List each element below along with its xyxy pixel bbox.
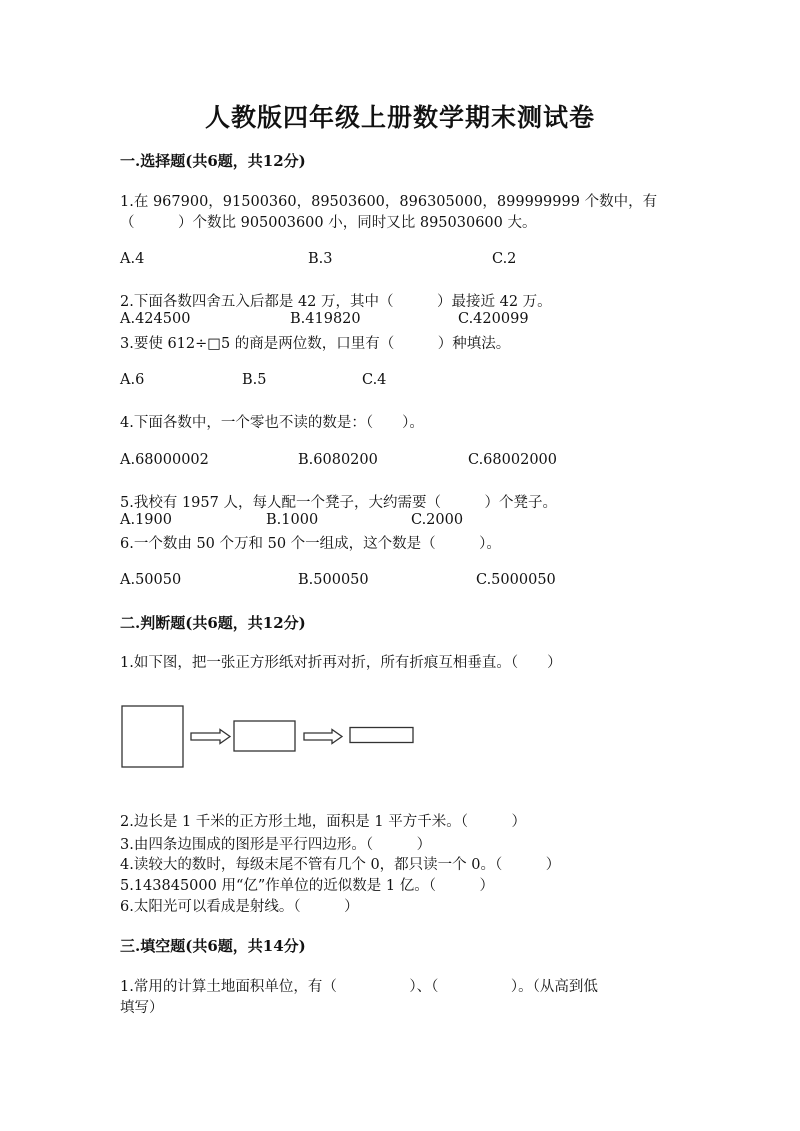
section-heading-choice: 一.选择题(共6题，共12分) <box>120 152 306 170</box>
question-2-2: 2.边长是 1 千米的正方形土地，面积是 1 平方千米。（ ） <box>120 814 526 830</box>
option-a: A.424500 <box>120 311 191 327</box>
option-a: A.50050 <box>120 572 182 588</box>
arrow-shape <box>304 730 342 744</box>
section-heading-fill: 三.填空题(共6题，共14分) <box>120 937 306 955</box>
question-2-1: 1.如下图，把一张正方形纸对折再对折，所有折痕互相垂直。（ ） <box>120 655 562 671</box>
option-a: A.68000002 <box>120 452 209 468</box>
option-c: C.2000 <box>411 512 464 528</box>
question-3-1-line2: 填写） <box>120 1000 164 1016</box>
option-c: C.4 <box>362 372 387 388</box>
page-title: 人教版四年级上册数学期末测试卷 <box>204 103 595 132</box>
option-a: A.4 <box>120 251 145 267</box>
option-c: C.2 <box>492 251 517 267</box>
question-2-6: 6.太阳光可以看成是射线。（ ） <box>120 899 359 915</box>
option-c: C.420099 <box>458 311 529 327</box>
question-1-1-line1: 1.在 967900，91500360，89503600，896305000，899999999 个数中，有 <box>120 194 658 210</box>
option-a: A.6 <box>120 372 145 388</box>
question-3-1-line1: 1.常用的计算土地面积单位，有（ ）、（ ）。（从高到低 <box>120 979 598 995</box>
question-2-5: 5.143845000 用“亿”作单位的近似数是 1 亿。（ ） <box>120 878 494 894</box>
option-b: B.6080200 <box>298 452 378 468</box>
question-1-1-line2: （ ）个数比 905003600 小，同时又比 895030600 大。 <box>120 215 537 231</box>
question-2-3: 3.由四条边围成的图形是平行四边形。（ ） <box>120 837 432 853</box>
question-1-3: 3.要使 612÷□5 的商是两位数，口里有（ ）种填法。 <box>120 336 511 352</box>
option-b: B.419820 <box>290 311 361 327</box>
option-c: C.5000050 <box>476 572 556 588</box>
rectangle-shape <box>234 721 295 751</box>
option-a: A.1900 <box>120 512 172 528</box>
option-b: B.3 <box>308 251 333 267</box>
option-b: B.500050 <box>298 572 369 588</box>
square-shape <box>122 706 183 767</box>
question-1-4: 4.下面各数中，一个零也不读的数是：（ ）。 <box>120 415 424 431</box>
section-heading-judge: 二.判断题(共6题，共12分) <box>120 614 306 632</box>
option-b: B.5 <box>242 372 267 388</box>
option-c: C.68002000 <box>468 452 557 468</box>
question-1-6: 6.一个数由 50 个万和 50 个一组成，这个数是（ ）。 <box>120 536 501 552</box>
question-1-5: 5.我校有 1957 人，每人配一个凳子，大约需要（ ）个凳子。 <box>120 495 557 511</box>
arrow-shape <box>191 730 230 744</box>
thin-rectangle-shape <box>350 728 413 743</box>
question-2-4: 4.读较大的数时，每级末尾不管有几个 0，都只读一个 0。（ ） <box>120 857 561 873</box>
question-1-2: 2.下面各数四舍五入后都是 42 万，其中（ ）最接近 42 万。 <box>120 294 552 310</box>
option-b: B.1000 <box>266 512 319 528</box>
folding-figure <box>118 700 428 772</box>
